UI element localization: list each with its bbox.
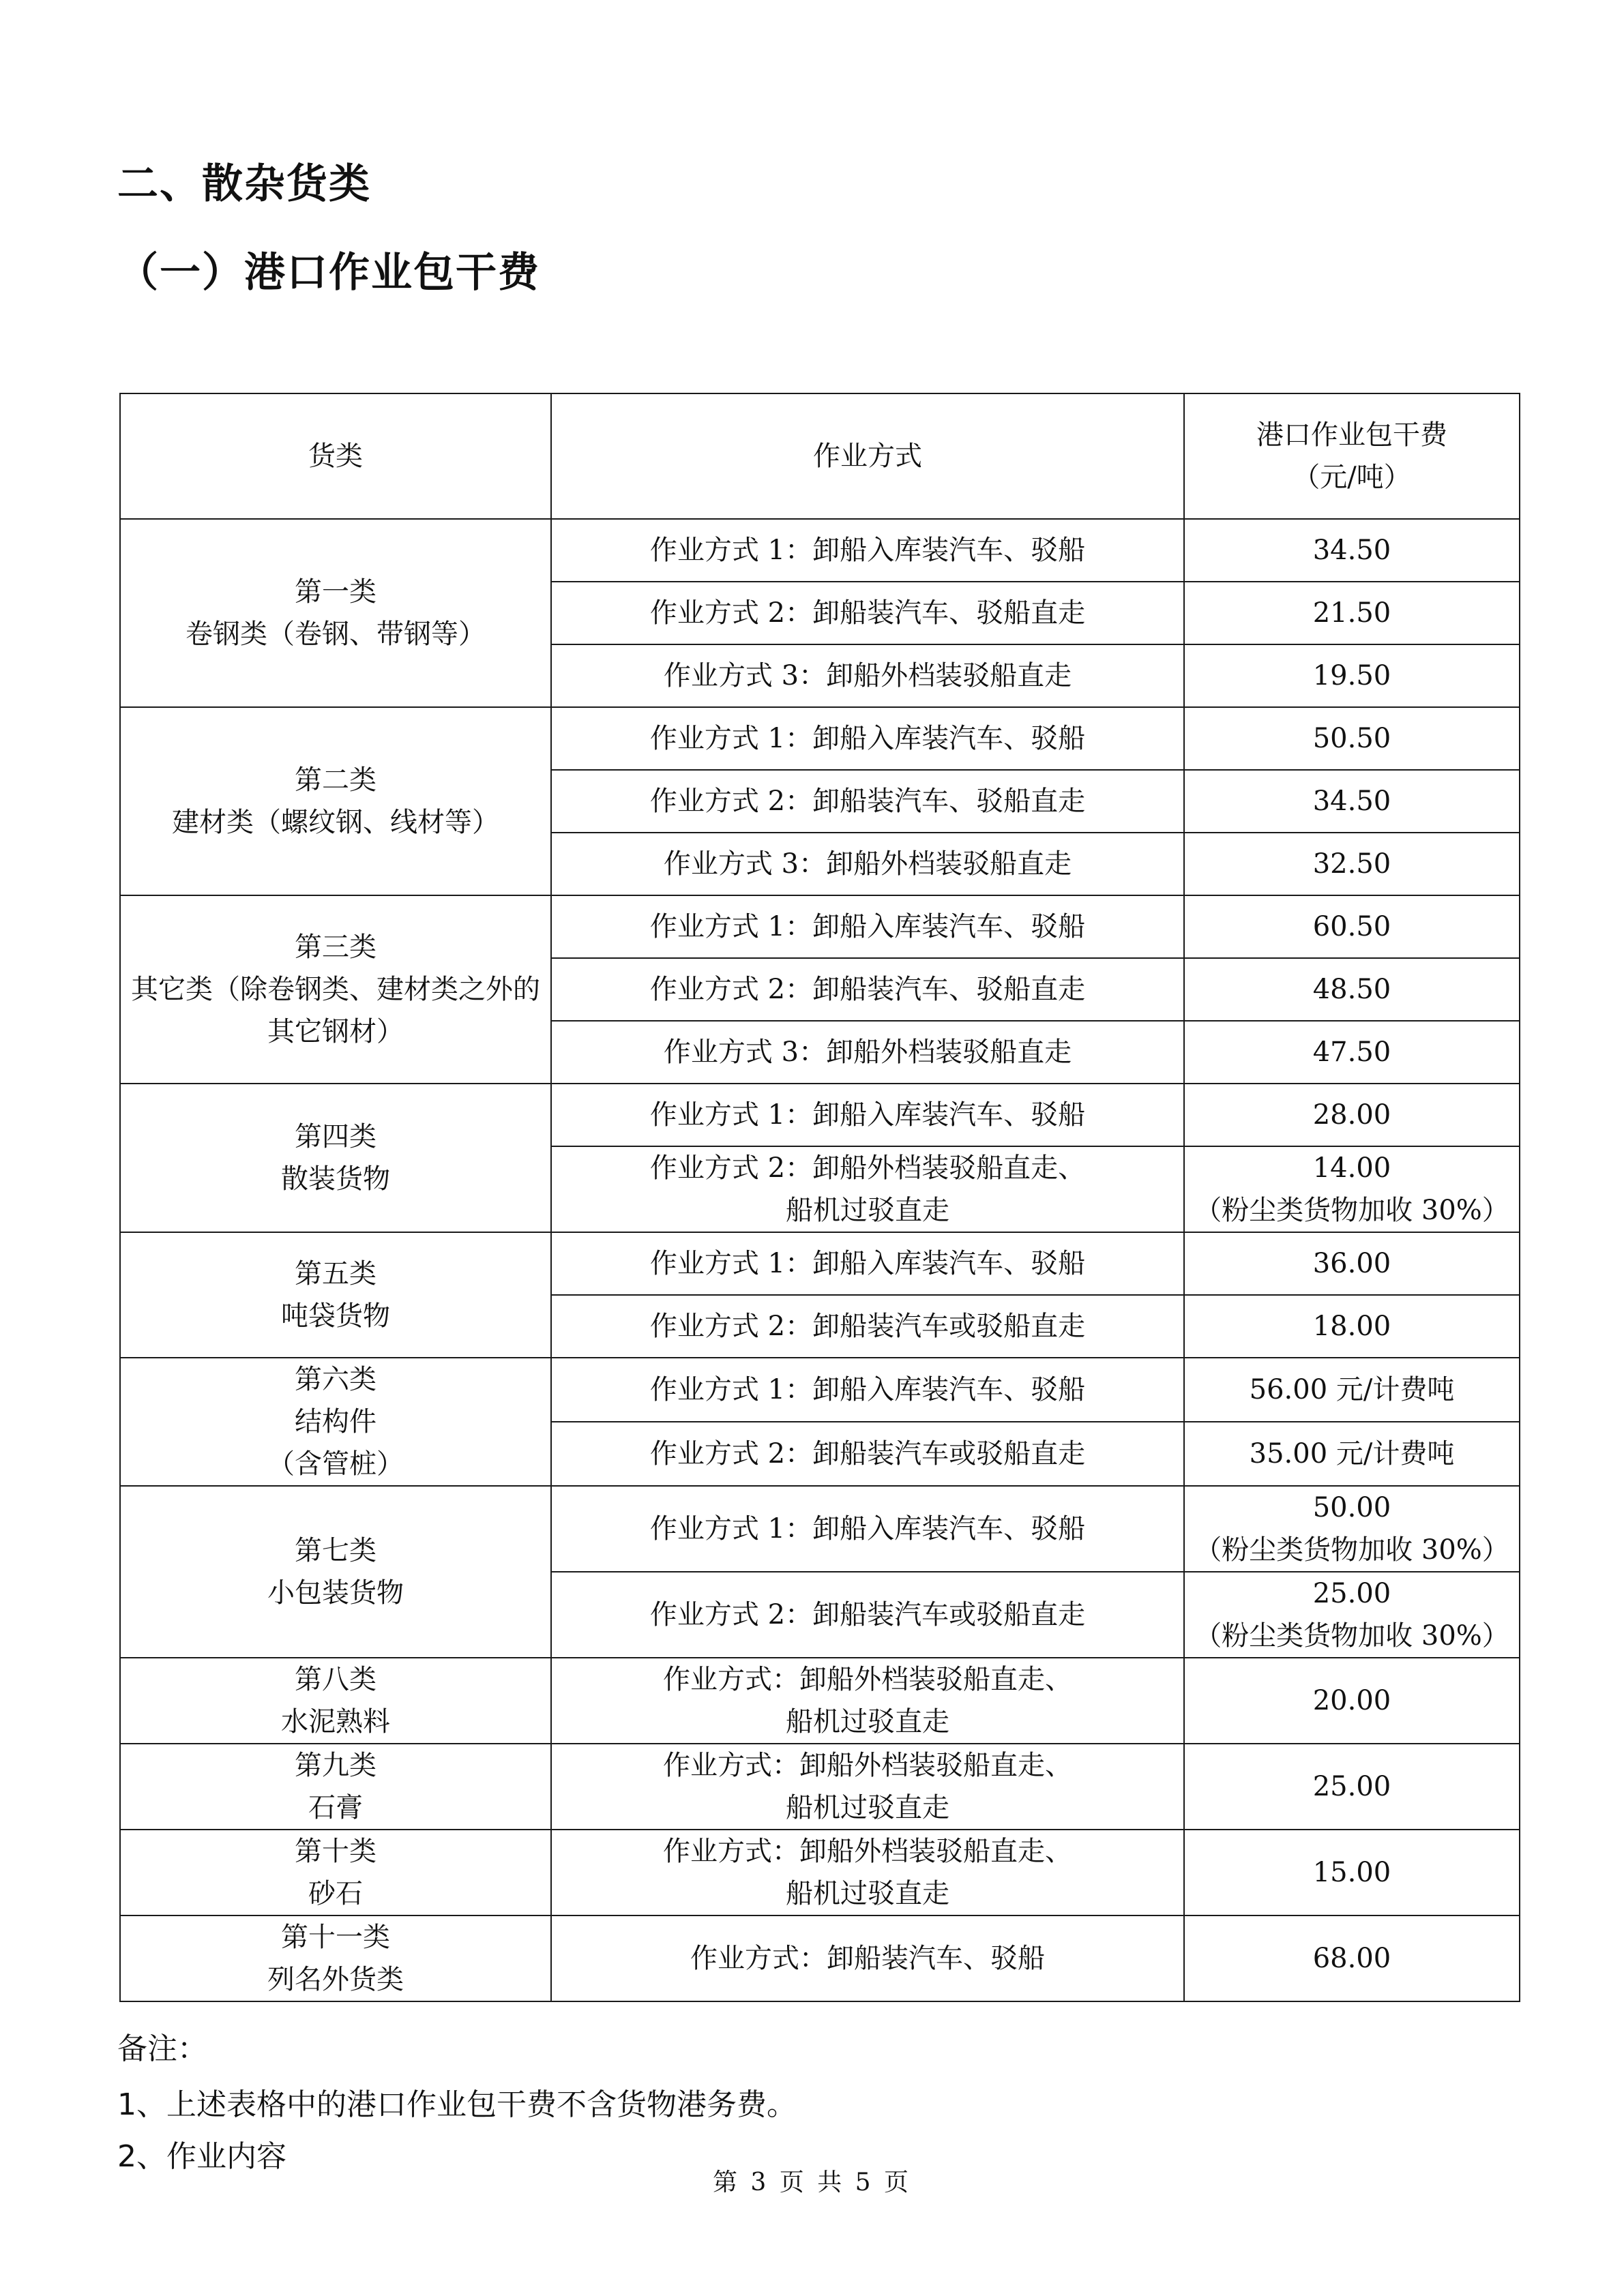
operation-method-line: 作业方式 1：卸船入库装汽车、驳船 bbox=[649, 1099, 1086, 1131]
operation-method-line: 船机过驳直走 bbox=[786, 1878, 949, 1909]
cargo-class-cell bbox=[120, 707, 551, 895]
cargo-class-line: 小包装货物 bbox=[267, 1577, 404, 1609]
fee-cell bbox=[1184, 1744, 1520, 1830]
cargo-class-line: 第五类 bbox=[295, 1258, 377, 1289]
operation-method-line: 作业方式 3：卸船外档装驳船直走 bbox=[663, 1037, 1072, 1068]
cargo-class-line: 第九类 bbox=[295, 1750, 377, 1781]
cargo-class-cell bbox=[120, 1915, 551, 2001]
header-fee-unit: （元/吨） bbox=[1293, 462, 1411, 493]
operation-method-line: 作业方式：卸船外档装驳船直走、 bbox=[663, 1750, 1072, 1781]
operation-method-cell bbox=[551, 1486, 1184, 1572]
cargo-class-line: 第六类 bbox=[295, 1364, 377, 1395]
fee-cell bbox=[1184, 1486, 1520, 1572]
operation-method-line: 作业方式 1：卸船入库装汽车、驳船 bbox=[649, 1374, 1086, 1405]
operation-method-line: 船机过驳直走 bbox=[786, 1195, 949, 1226]
cargo-class-line: 第二类 bbox=[295, 764, 377, 796]
operation-method-line: 船机过驳直走 bbox=[786, 1792, 949, 1823]
operation-method-cell bbox=[551, 770, 1184, 833]
operation-method-line: 作业方式 2：卸船装汽车、驳船直走 bbox=[649, 974, 1086, 1005]
operation-method-cell bbox=[551, 1915, 1184, 2001]
fee-cell bbox=[1184, 1422, 1520, 1486]
table-row bbox=[120, 707, 1520, 770]
fee-line: 25.00 bbox=[1312, 1771, 1391, 1802]
fee-cell bbox=[1184, 833, 1520, 895]
operation-method-line: 作业方式 3：卸船外档装驳船直走 bbox=[663, 848, 1072, 880]
operation-method-line: 作业方式 1：卸船入库装汽车、驳船 bbox=[649, 1248, 1086, 1279]
cargo-class-cell bbox=[120, 1744, 551, 1830]
fee-line: 25.00 bbox=[1312, 1578, 1391, 1609]
cargo-class-line: 第七类 bbox=[295, 1535, 377, 1566]
fee-line: 56.00 元/计费吨 bbox=[1249, 1374, 1455, 1405]
notes-label: 备注： bbox=[117, 2031, 207, 2066]
fee-line: 14.00 bbox=[1312, 1152, 1391, 1184]
operation-method-line: 作业方式 2：卸船装汽车或驳船直走 bbox=[649, 1311, 1086, 1342]
fee-table bbox=[119, 393, 1520, 2002]
fee-cell bbox=[1184, 582, 1520, 644]
operation-method-line: 作业方式：卸船外档装驳船直走、 bbox=[663, 1836, 1072, 1867]
fee-cell bbox=[1184, 1830, 1520, 1915]
fee-line: （粉尘类货物加收 30%） bbox=[1194, 1195, 1509, 1226]
cargo-class-line: 吨袋货物 bbox=[281, 1300, 390, 1332]
operation-method-line: 作业方式 1：卸船入库装汽车、驳船 bbox=[649, 535, 1086, 566]
table-row bbox=[120, 1830, 1520, 1915]
operation-method-line: 作业方式：卸船外档装驳船直走、 bbox=[663, 1664, 1072, 1695]
fee-cell bbox=[1184, 1146, 1520, 1232]
table-body bbox=[120, 519, 1520, 2001]
table-row bbox=[120, 1084, 1520, 1146]
fee-line: 47.50 bbox=[1312, 1037, 1391, 1068]
header-fee-line1: 港口作业包干费 bbox=[1256, 419, 1447, 451]
operation-method-cell bbox=[551, 644, 1184, 707]
header-operation-method: 作业方式 bbox=[551, 393, 1184, 519]
page-footer: 第 3 页 共 5 页 bbox=[712, 2168, 912, 2196]
cargo-class-line: 水泥熟料 bbox=[281, 1706, 390, 1738]
operation-method-line: 作业方式 1：卸船入库装汽车、驳船 bbox=[649, 911, 1086, 942]
cargo-class-cell bbox=[120, 1232, 551, 1358]
fee-cell bbox=[1184, 1021, 1520, 1084]
fee-cell bbox=[1184, 1358, 1520, 1422]
note-item-1: 1、上述表格中的港口作业包干费不含货物港务费。 bbox=[117, 2087, 797, 2122]
fee-line: 50.50 bbox=[1312, 723, 1391, 754]
fee-line: 35.00 元/计费吨 bbox=[1249, 1438, 1455, 1470]
fee-line: 32.50 bbox=[1312, 848, 1391, 880]
cargo-class-line: 结构件 bbox=[295, 1406, 377, 1437]
cargo-class-line: 第十类 bbox=[295, 1836, 377, 1867]
table-row bbox=[120, 1915, 1520, 2001]
table-row bbox=[120, 519, 1520, 582]
fee-line: 60.50 bbox=[1312, 911, 1391, 942]
cargo-class-cell bbox=[120, 519, 551, 707]
fee-line: （粉尘类货物加收 30%） bbox=[1194, 1620, 1509, 1652]
cargo-class-cell bbox=[120, 1830, 551, 1915]
operation-method-line: 作业方式：卸船装汽车、驳船 bbox=[690, 1943, 1045, 1974]
operation-method-cell bbox=[551, 707, 1184, 770]
operation-method-cell bbox=[551, 1830, 1184, 1915]
header-cargo-class: 货类 bbox=[120, 393, 551, 519]
table-row bbox=[120, 895, 1520, 958]
table-row bbox=[120, 1744, 1520, 1830]
header-fee bbox=[1184, 393, 1520, 519]
cargo-class-line: 散装货物 bbox=[281, 1163, 390, 1195]
cargo-class-cell bbox=[120, 1658, 551, 1744]
fee-cell bbox=[1184, 1658, 1520, 1744]
fee-line: 48.50 bbox=[1312, 974, 1391, 1005]
fee-line: 68.00 bbox=[1312, 1943, 1391, 1974]
fee-cell bbox=[1184, 644, 1520, 707]
operation-method-cell bbox=[551, 833, 1184, 895]
fee-cell bbox=[1184, 1232, 1520, 1295]
cargo-class-cell bbox=[120, 1084, 551, 1232]
operation-method-line: 作业方式 2：卸船装汽车、驳船直走 bbox=[649, 597, 1086, 629]
cargo-class-line: 石膏 bbox=[308, 1792, 363, 1823]
cargo-class-line: 列名外货类 bbox=[267, 1964, 404, 1995]
table-row bbox=[120, 1232, 1520, 1295]
cargo-class-cell bbox=[120, 1486, 551, 1658]
operation-method-line: 船机过驳直走 bbox=[786, 1706, 949, 1738]
operation-method-line: 作业方式 3：卸船外档装驳船直走 bbox=[663, 660, 1072, 691]
cargo-class-line: 第十一类 bbox=[281, 1922, 390, 1953]
fee-line: 19.50 bbox=[1312, 660, 1391, 691]
table-row bbox=[120, 1486, 1520, 1572]
operation-method-cell bbox=[551, 582, 1184, 644]
operation-method-line: 作业方式 2：卸船装汽车、驳船直走 bbox=[649, 786, 1086, 817]
fee-cell bbox=[1184, 770, 1520, 833]
fee-cell bbox=[1184, 1295, 1520, 1358]
fee-line: 15.00 bbox=[1312, 1857, 1391, 1888]
cargo-class-cell bbox=[120, 1358, 551, 1486]
cargo-class-line: 卷钢类（卷钢、带钢等） bbox=[186, 618, 486, 650]
fee-line: 18.00 bbox=[1312, 1311, 1391, 1342]
fee-line: （粉尘类货物加收 30%） bbox=[1194, 1534, 1509, 1566]
operation-method-cell bbox=[551, 1146, 1184, 1232]
cargo-class-line: 其它钢材） bbox=[267, 1016, 404, 1047]
cargo-class-line: 第一类 bbox=[295, 576, 377, 608]
subsection-heading: （一）港口作业包干费 bbox=[117, 249, 540, 297]
cargo-class-line: （含管桩） bbox=[267, 1448, 404, 1480]
operation-method-cell bbox=[551, 1232, 1184, 1295]
operation-method-cell bbox=[551, 958, 1184, 1021]
fee-cell bbox=[1184, 1572, 1520, 1658]
operation-method-cell bbox=[551, 1084, 1184, 1146]
operation-method-line: 作业方式 2：卸船装汽车或驳船直走 bbox=[649, 1599, 1086, 1630]
operation-method-line: 作业方式 1：卸船入库装汽车、驳船 bbox=[649, 1513, 1086, 1545]
fee-line: 28.00 bbox=[1312, 1099, 1391, 1131]
operation-method-line: 作业方式 1：卸船入库装汽车、驳船 bbox=[649, 723, 1086, 754]
operation-method-line: 作业方式 2：卸船外档装驳船直走、 bbox=[649, 1152, 1086, 1184]
operation-method-cell bbox=[551, 519, 1184, 582]
fee-line: 34.50 bbox=[1312, 535, 1391, 566]
operation-method-cell bbox=[551, 1572, 1184, 1658]
cargo-class-line: 其它类（除卷钢类、建材类之外的 bbox=[131, 974, 540, 1005]
cargo-class-line: 砂石 bbox=[308, 1878, 363, 1909]
operation-method-cell bbox=[551, 1422, 1184, 1486]
operation-method-cell bbox=[551, 1744, 1184, 1830]
fee-cell bbox=[1184, 707, 1520, 770]
fee-cell bbox=[1184, 1915, 1520, 2001]
table-row bbox=[120, 1658, 1520, 1744]
fee-cell bbox=[1184, 519, 1520, 582]
table-row bbox=[120, 1358, 1520, 1422]
operation-method-cell bbox=[551, 1358, 1184, 1422]
fee-cell bbox=[1184, 895, 1520, 958]
operation-method-line: 作业方式 2：卸船装汽车或驳船直走 bbox=[649, 1438, 1086, 1470]
operation-method-cell bbox=[551, 1658, 1184, 1744]
fee-line: 21.50 bbox=[1312, 597, 1391, 629]
fee-line: 36.00 bbox=[1312, 1248, 1391, 1279]
operation-method-cell bbox=[551, 1021, 1184, 1084]
cargo-class-line: 第八类 bbox=[295, 1664, 377, 1695]
cargo-class-line: 第三类 bbox=[295, 931, 377, 963]
fee-line: 20.00 bbox=[1312, 1685, 1391, 1716]
fee-line: 34.50 bbox=[1312, 786, 1391, 817]
fee-cell bbox=[1184, 958, 1520, 1021]
fee-cell bbox=[1184, 1084, 1520, 1146]
cargo-class-line: 建材类（螺纹钢、线材等） bbox=[172, 807, 499, 838]
operation-method-cell bbox=[551, 895, 1184, 958]
note-item-2: 2、作业内容 bbox=[117, 2139, 286, 2174]
cargo-class-line: 第四类 bbox=[295, 1121, 377, 1152]
section-heading: 二、散杂货类 bbox=[117, 160, 371, 208]
fee-line: 50.00 bbox=[1312, 1492, 1391, 1523]
cargo-class-cell bbox=[120, 895, 551, 1084]
operation-method-cell bbox=[551, 1295, 1184, 1358]
